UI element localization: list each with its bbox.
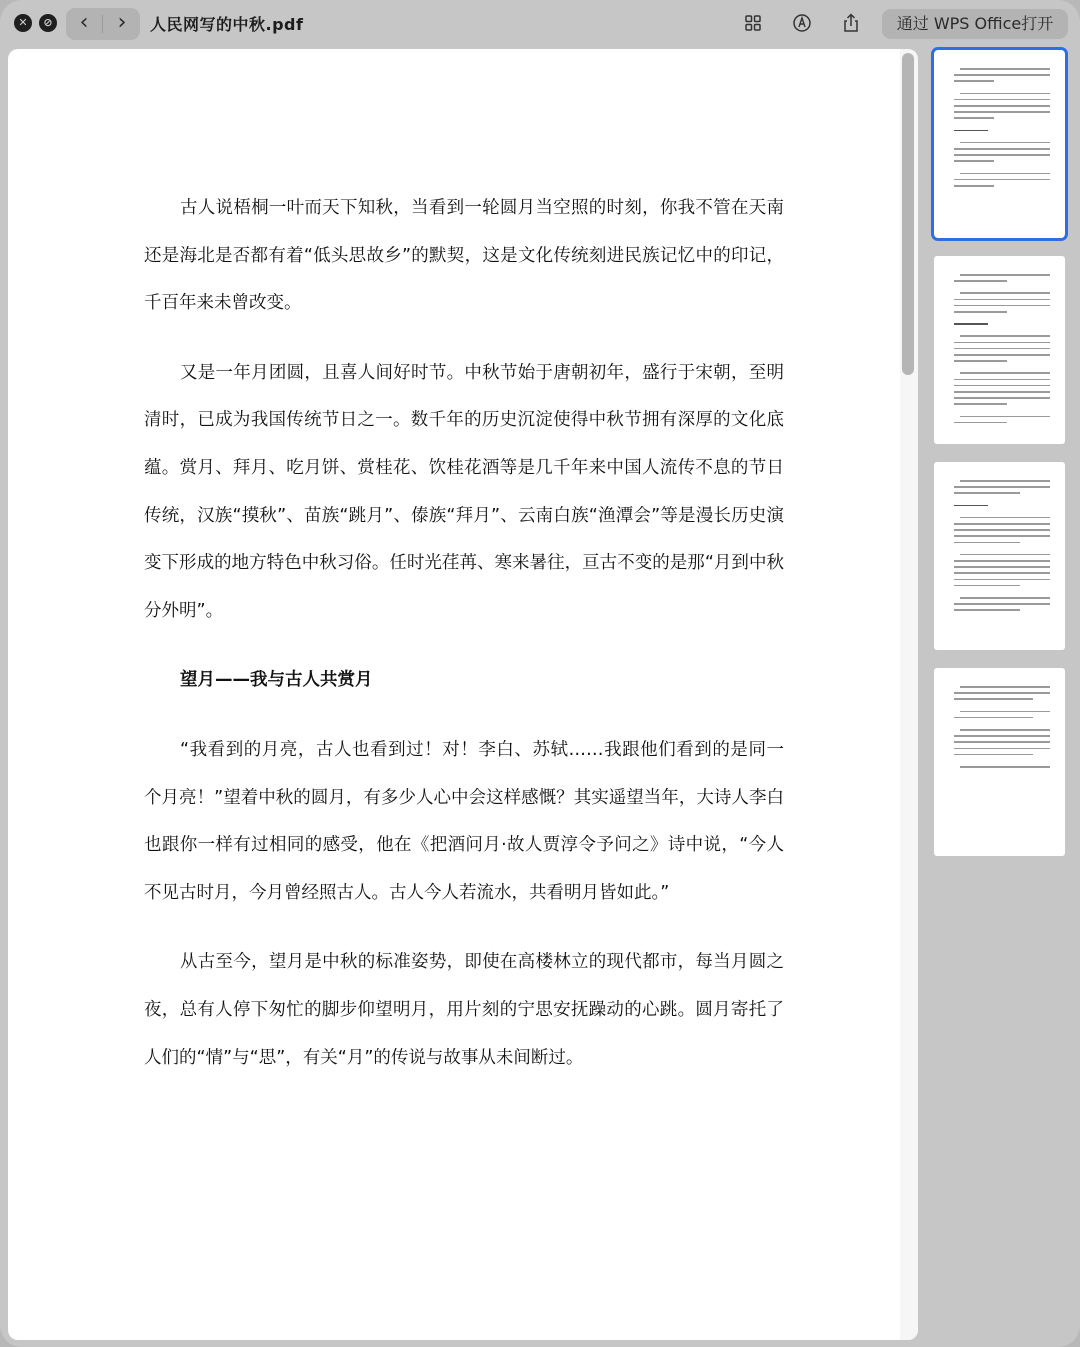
thumbnail-text-line [954, 179, 1050, 181]
thumbnail-text-line [954, 360, 1007, 362]
thumbnail-text-line [954, 609, 1020, 611]
thumbnail-text-line [954, 698, 1033, 700]
paragraph-4: 从古至今，望月是中秋的标准姿势，即使在高楼林立的现代都市，每当月圆之夜，总有人停下匆忙的脚步仰望明月，用片刻的宁思安抚躁动的心跳。圆月寄托了人们的“情”与“思”，有关“月”的传说与故事从未间断过。 [144, 952, 784, 1068]
thumbnail-text-line [954, 185, 994, 187]
thumbnail-text-line [954, 735, 1050, 737]
section-heading: 望月——我与古人共赏月 [180, 670, 373, 691]
thumbnail-text-line [954, 354, 1050, 356]
thumbnail-text-line [960, 68, 1050, 70]
thumbnail-text-line [954, 717, 1033, 719]
thumbnail-text-line [960, 766, 1050, 768]
paragraph-3: “我看到的月亮，古人也看到过！对！李白、苏轼……我跟他们看到的是同一个月亮！”望着中秋的圆月，有多少人心中会这样感慨？其实遥望当年，大诗人李白也跟你一样有过相同的感受，他在《把酒问月·故人贾淳令予问之》诗中说，“今人不见古时月，今月曾经照古人。古人今人若流水，共看明月皆如此。” [144, 739, 784, 903]
thumbnail-text-line [954, 486, 1050, 488]
nav-divider [102, 15, 103, 33]
thumbnail-text-line [954, 603, 1050, 605]
paragraph-1: 古人说梧桐一叶而天下知秋，当看到一轮圆月当空照的时刻，你我不管在天南还是海北是否都有着“低头思故乡”的默契，这是文化传统刻进民族记忆中的印记，千百年来未曾改变。 [144, 198, 784, 314]
thumbnail-text-line [954, 505, 988, 507]
document-title: 人民网写的中秋.pdf [150, 15, 304, 34]
thumbnail-text-line [954, 342, 1050, 344]
thumbnail-text-line [960, 274, 1050, 276]
thumbnail-text-line [960, 292, 1050, 294]
thumbnail-text-line [960, 711, 1050, 713]
thumbnail-text-line [954, 311, 1007, 313]
scrollbar-thumb[interactable] [902, 53, 914, 375]
thumbnail-text-line [954, 305, 1050, 307]
page-thumbnail-1[interactable] [934, 50, 1065, 238]
thumbnail-text-line [954, 572, 1050, 574]
thumbnail-text-line [960, 173, 1050, 175]
thumbnail-text-line [954, 348, 1050, 350]
slash-circle-icon[interactable]: ⊘ [39, 14, 57, 32]
thumbnail-text-line [954, 585, 1020, 587]
thumbnail-text-line [954, 280, 1007, 282]
thumbnail-text-line [954, 397, 1050, 399]
markup-icon[interactable] [791, 12, 813, 34]
thumbnail-text-line [960, 372, 1050, 374]
navigation-buttons [66, 8, 140, 40]
toolbar [0, 0, 1080, 48]
back-button[interactable]: ‹ [79, 10, 89, 35]
thumbnail-text-line [954, 105, 1050, 107]
page-thumbnail-2[interactable] [934, 256, 1065, 444]
thumbnail-text-line [960, 597, 1050, 599]
page-thumbnail-4[interactable] [934, 668, 1065, 856]
thumbnail-text-line [954, 160, 994, 162]
close-icon[interactable]: ✕ [14, 14, 32, 32]
page-thumbnail-3[interactable] [934, 462, 1065, 650]
paragraph-2: 又是一年月团圆，且喜人间好时节。中秋节始于唐朝初年，盛行于宋朝，至明清时，已成为我国传统节日之一。数千年的历史沉淀使得中秋节拥有深厚的文化底蕴。赏月、拜月、吃月饼、赏桂花、饮桂花酒等是几千年来中国人流传不息的节日传统，汉族“摸秋”、苗族“跳月”、傣族“拜月”、云南白族“渔潭会”等是漫长历史演变下形成的地方特色中秋习俗。任时光荏苒、寒来暑往，亘古不变的是那“月到中秋分外明”。 [144, 362, 784, 621]
thumbnail-text-line [960, 142, 1050, 144]
thumbnail-text-line [954, 741, 1050, 743]
thumbnail-text-line [954, 692, 1050, 694]
thumbnail-text-line [954, 754, 1033, 756]
grid-view-icon[interactable] [742, 12, 764, 34]
pdf-page [8, 49, 918, 1340]
thumbnail-text-line [954, 560, 1050, 562]
thumbnail-text-line [960, 416, 1050, 418]
thumbnail-text-line [954, 154, 1050, 156]
thumbnail-text-line [960, 729, 1050, 731]
thumbnail-text-line [954, 748, 1050, 750]
thumbnail-text-line [954, 403, 1007, 405]
thumbnail-text-line [954, 299, 1050, 301]
thumbnail-text-line [954, 385, 1050, 387]
thumbnail-text-line [954, 99, 1050, 101]
thumbnail-text-line [960, 517, 1050, 519]
thumbnail-text-line [954, 323, 988, 325]
thumbnail-text-line [954, 422, 1007, 424]
thumbnail-text-line [954, 117, 994, 119]
thumbnail-text-line [954, 529, 1050, 531]
thumbnail-text-line [954, 566, 1050, 568]
thumbnail-text-line [954, 148, 1050, 150]
thumbnail-text-line [960, 335, 1050, 337]
thumbnail-text-line [960, 686, 1050, 688]
thumbnail-text-line [954, 111, 1050, 113]
thumbnail-text-line [954, 492, 1020, 494]
thumbnail-text-line [960, 93, 1050, 95]
share-icon[interactable] [840, 12, 862, 34]
forward-button[interactable]: › [117, 10, 127, 35]
thumbnail-text-line [954, 535, 1050, 537]
thumbnail-text-line [954, 80, 994, 82]
thumbnail-text-line [960, 554, 1050, 556]
thumbnail-text-line [954, 74, 1050, 76]
thumbnail-text-line [954, 130, 988, 132]
page-content [144, 185, 784, 1104]
thumbnail-text-line [954, 542, 1020, 544]
thumbnail-text-line [954, 523, 1050, 525]
thumbnail-text-line [960, 480, 1050, 482]
open-in-wps-button[interactable]: 通过 WPS Office打开 [882, 9, 1068, 39]
thumbnail-text-line [954, 579, 1050, 581]
thumbnail-text-line [954, 391, 1050, 393]
thumbnail-text-line [954, 379, 1050, 381]
